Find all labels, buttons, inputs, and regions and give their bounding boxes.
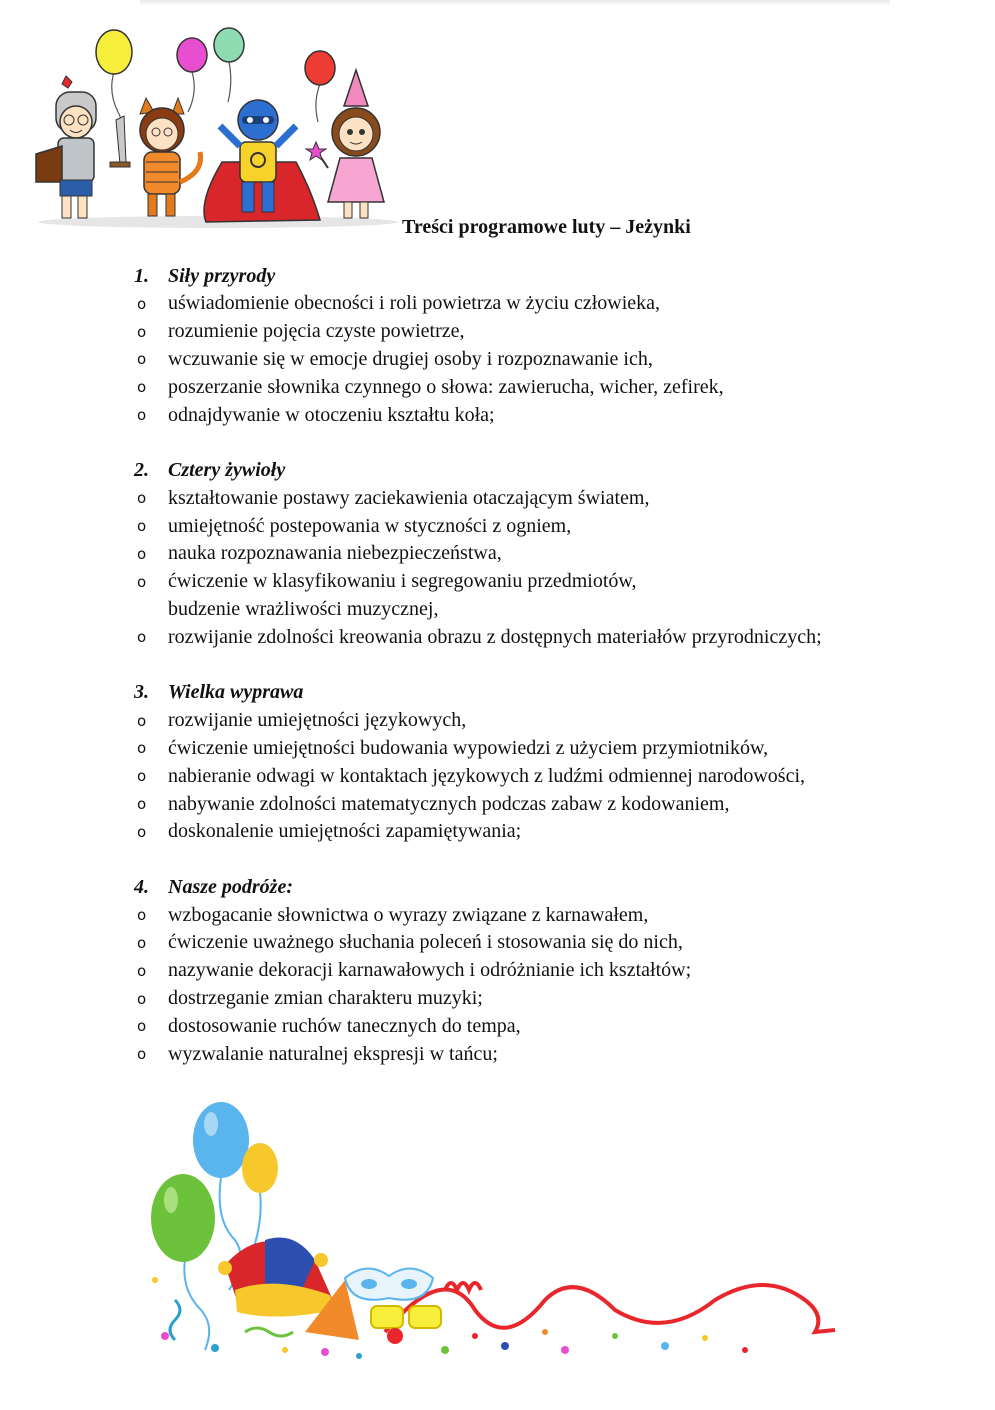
section-1 <box>134 262 934 429</box>
section-number: 3. <box>134 681 149 704</box>
list-item: o ćwiczenie uważnego słuchania poleceń i stosowania się do nich, <box>134 929 934 957</box>
document-title: Treści programowe luty – Jeżynki <box>402 216 691 238</box>
section-2 <box>134 456 934 651</box>
section-4 <box>134 873 934 1068</box>
bullet-circle-icon: o <box>137 906 147 925</box>
section-heading <box>134 262 934 290</box>
list-item: o rozwijanie zdolności kreowania obrazu z dostępnych materiałów przyrodniczych; <box>134 623 934 651</box>
list-item: o nabieranie odwagi w kontaktach językowych z ludźmi odmiennej narodowości, <box>134 762 934 790</box>
bullet-circle-icon: o <box>137 1045 147 1064</box>
list-item: o wzbogacanie słownictwa o wyrazy związane z karnawałem, <box>134 901 934 929</box>
bullet-circle-icon: o <box>137 739 147 758</box>
bullet-circle-icon: o <box>137 322 147 341</box>
list-item-continuation: budzenie wrażliwości muzycznej, <box>168 598 439 621</box>
page-top-shadow <box>140 0 890 6</box>
section-title: Nasze podróże: <box>168 875 293 898</box>
list-item: o odnajdywanie w otoczeniu kształtu koła; <box>134 401 934 429</box>
list-item: o rozumienie pojęcia czyste powietrze, <box>134 318 934 346</box>
list-item: o nabywanie zdolności matematycznych podczas zabaw z kodowaniem, <box>134 790 934 818</box>
section-number: 1. <box>134 264 149 287</box>
list-item: o nazywanie dekoracji karnawałowych i odróżnianie ich kształtów; <box>134 957 934 985</box>
section-title: Wielka wyprawa <box>168 681 304 704</box>
bullet-circle-icon: o <box>137 350 147 369</box>
program-content <box>134 262 934 1096</box>
section-number: 4. <box>134 875 149 898</box>
bullet-circle-icon: o <box>137 544 147 563</box>
bullet-circle-icon: o <box>137 933 147 952</box>
list-item: o umiejętność postepowania w styczności z ogniem, <box>134 512 934 540</box>
carnival-party-illustration <box>145 1100 845 1370</box>
list-item: o ćwiczenie w klasyfikowaniu i segregowaniu przedmiotów, <box>134 568 934 596</box>
bullet-circle-icon: o <box>137 711 147 730</box>
section-title: Siły przyrody <box>168 264 276 287</box>
list-item: o nauka rozpoznawania niebezpieczeństwa, <box>134 540 934 568</box>
bullet-circle-icon: o <box>137 406 147 425</box>
bullet-circle-icon: o <box>137 795 147 814</box>
section-title: Cztery żywioły <box>168 458 286 481</box>
section-number: 2. <box>134 458 149 481</box>
list-item: o wyzwalanie naturalnej ekspresji w tańcu; <box>134 1040 934 1068</box>
list-item: o ćwiczenie umiejętności budowania wypowiedzi z użyciem przymiotników, <box>134 735 934 763</box>
section-heading <box>134 873 934 901</box>
list-item: o doskonalenie umiejętności zapamiętywania; <box>134 818 934 846</box>
list-item: o wczuwanie się w emocje drugiej osoby i rozpoznawanie ich, <box>134 346 934 374</box>
bullet-circle-icon: o <box>137 628 147 647</box>
section-heading <box>134 456 934 484</box>
list-item: o poszerzanie słownika czynnego o słowa: zawierucha, wicher, zefirek, <box>134 373 934 401</box>
list-item: o rozwijanie umiejętności językowych, <box>134 707 934 735</box>
bullet-circle-icon: o <box>137 489 147 508</box>
section-3 <box>134 679 934 846</box>
carnival-kids-illustration <box>28 22 408 232</box>
bullet-circle-icon: o <box>137 294 147 313</box>
bullet-circle-icon: o <box>137 1017 147 1036</box>
bullet-circle-icon: o <box>137 572 147 591</box>
list-item: o dostosowanie ruchów tanecznych do tempa, <box>134 1012 934 1040</box>
bullet-circle-icon: o <box>137 767 147 786</box>
list-item: o uświadomienie obecności i roli powietrza w życiu człowieka, <box>134 290 934 318</box>
bullet-circle-icon: o <box>137 517 147 536</box>
bullet-circle-icon: o <box>137 989 147 1008</box>
bullet-circle-icon: o <box>137 378 147 397</box>
section-heading <box>134 679 934 707</box>
bullet-circle-icon: o <box>137 822 147 841</box>
bullet-circle-icon: o <box>137 961 147 980</box>
list-item: o dostrzeganie zmian charakteru muzyki; <box>134 985 934 1013</box>
list-item: o kształtowanie postawy zaciekawienia otaczającym światem, <box>134 484 934 512</box>
